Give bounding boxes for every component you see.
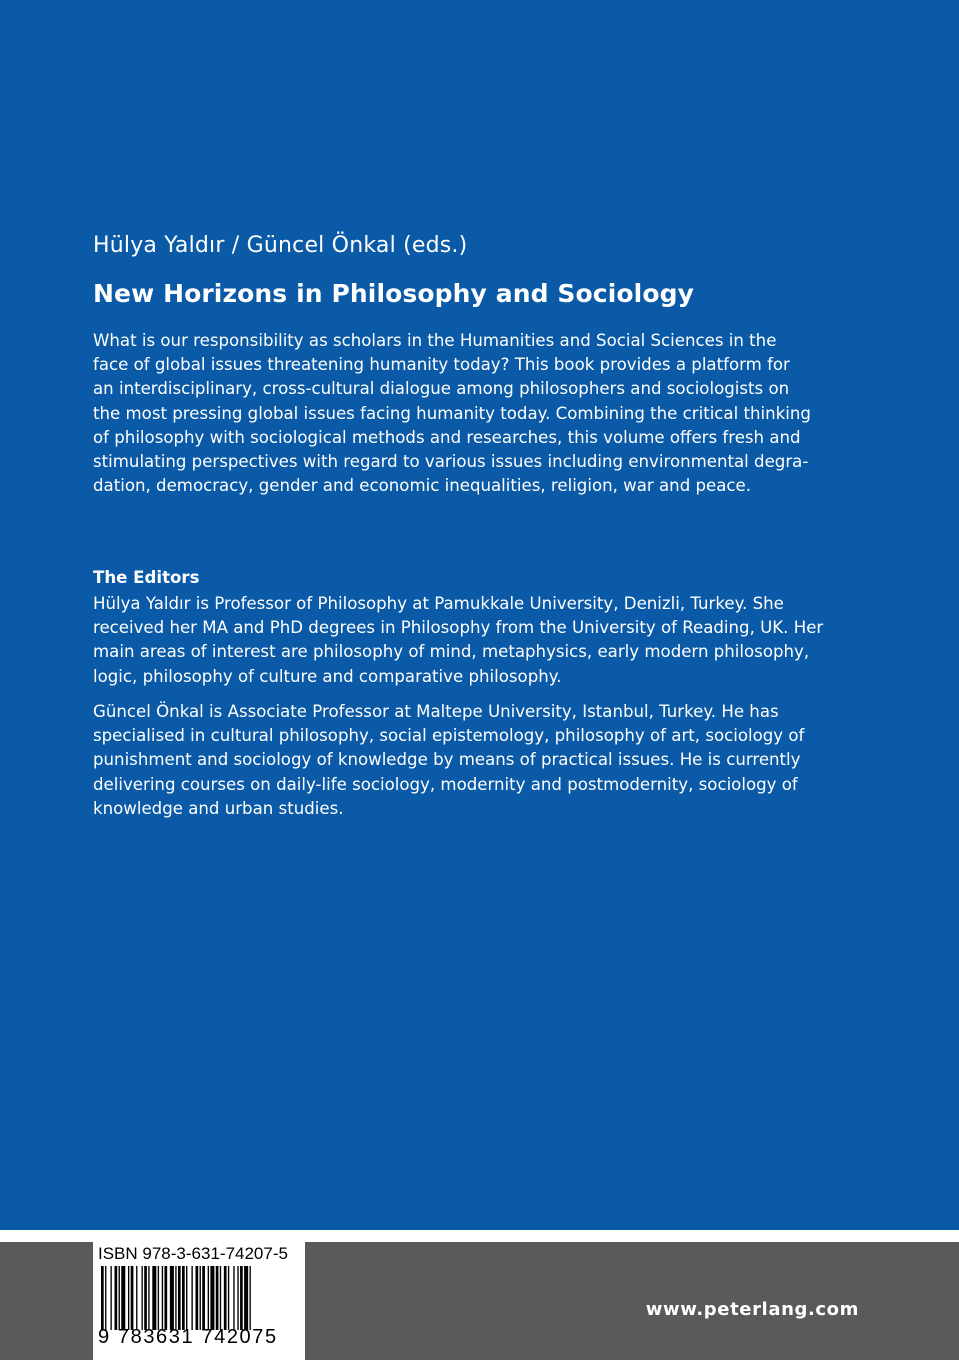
bio-line: main areas of interest are philosophy of mind, metaphysics, early modern philosophy, [93,642,810,662]
blurb-line: face of global issues threatening humanity today? This book provides a platform for [93,355,790,375]
blurb-line: What is our responsibility as scholars in the Humanities and Social Sciences in the [93,331,777,350]
barcode-bar [152,1266,156,1330]
divider [0,1230,959,1242]
barcode-bar [119,1266,120,1330]
barcode-bar [220,1266,221,1330]
barcode-icon [97,1266,297,1330]
bio-line: delivering courses on daily-life sociology, modernity and postmodernity, sociology of [93,774,798,794]
barcode-bar [158,1266,159,1330]
isbn-label: ISBN 978-3-631-74207-5 [98,1244,288,1263]
barcode-bar [208,1266,209,1330]
barcode-bar [136,1266,137,1330]
editors-line: Hülya Yaldır / Güncel Önkal (eds.) [93,233,468,258]
blurb-line: of philosophy with sociological methods and researches, this volume offers fresh and [93,427,801,447]
book-title: New Horizons in Philosophy and Sociology [93,279,694,308]
barcode-digits: 9 783631 742075 [98,1326,278,1348]
barcode-bar [105,1266,106,1330]
blurb-line: dation, democracy, gender and economic inequalities, religion, war and peace. [93,476,752,496]
barcode-bar [142,1266,143,1330]
barcode-bar [121,1266,125,1330]
publisher-website: www.peterlang.com [645,1299,859,1320]
barcode-bar [196,1266,199,1330]
bio-line: Güncel Önkal is Associate Professor at Maltepe University, Istanbul, Turkey. He has [93,702,779,721]
barcode-bar [240,1266,243,1330]
bio-line: punishment and sociology of knowledge by means of practical issues. He is currently [93,750,801,770]
barcode-bar [210,1266,214,1330]
barcode-bar [224,1266,227,1330]
barcode-bar [131,1266,134,1330]
barcode-bar [170,1266,174,1330]
bio-line: received her MA and PhD degrees in Philosophy from the University of Reading, UK. Her [93,618,824,638]
barcode-bar [115,1266,118,1330]
barcode-bar [128,1266,129,1330]
barcode-bar [182,1266,185,1330]
barcode-bar [110,1266,111,1330]
barcode-bar [101,1266,104,1330]
isbn-barcode [93,1242,305,1360]
barcode-bar [237,1266,238,1330]
blurb-line: an interdisciplinary, cross-cultural dialogue among philosophers and sociologists on [93,379,790,399]
barcode-bar [178,1266,181,1330]
bio-line: logic, philosophy of culture and comparative philosophy. [93,666,562,686]
book-blurb [93,329,813,498]
barcode-bar [233,1266,234,1330]
barcode-bar [202,1266,205,1330]
bio-line: specialised in cultural philosophy, social epistemology, philosophy of art, sociology of [93,726,805,746]
editor-bio-yaldir [93,592,824,689]
barcode-bar [200,1266,201,1330]
editors-heading: The Editors [93,568,200,587]
barcode-bar [162,1266,163,1330]
barcode-bar [244,1266,248,1330]
barcode-bar [148,1266,149,1330]
barcode-bar [228,1266,229,1330]
barcode-bar [175,1266,176,1330]
barcode-bar [144,1266,147,1330]
blurb-line: the most pressing global issues facing humanity today. Combining the critical thinking [93,403,811,423]
barcode-bar [216,1266,219,1330]
barcode-bar [186,1266,187,1330]
bio-line: Hülya Yaldır is Professor of Philosophy at Pamukkale University, Denizli, Turkey. She [93,594,784,613]
blurb-line: stimulating perspectives with regard to various issues including environmental degra- [93,452,809,472]
bio-line: knowledge and urban studies. [93,798,344,818]
editor-bio-onkal [93,700,813,821]
barcode-bar [164,1266,167,1330]
barcode-bar [250,1266,251,1330]
barcode-bar [191,1266,192,1330]
